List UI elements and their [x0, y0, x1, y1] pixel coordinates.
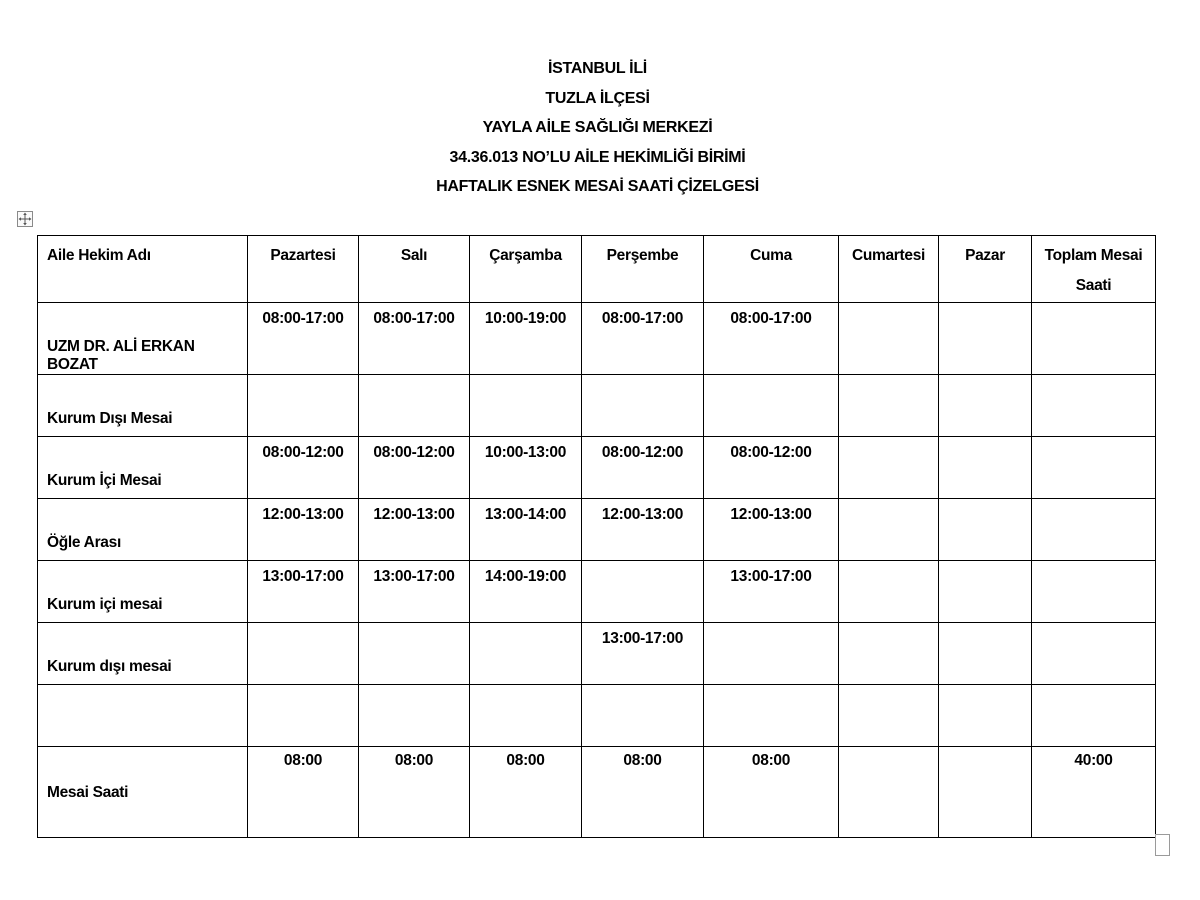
cell-thursday — [582, 685, 704, 747]
row-label: Mesai Saati — [47, 784, 129, 801]
cell-thursday — [582, 303, 704, 375]
district-title: TUZLA İLÇESİ — [545, 89, 650, 107]
cell-value — [704, 623, 838, 630]
cell-value — [839, 685, 938, 692]
cell-wednesday — [470, 685, 582, 747]
weekly-schedule-table — [37, 235, 1156, 838]
row-label: Kurum Dışı Mesai — [47, 410, 173, 427]
cell-friday — [704, 437, 839, 499]
cell-monday — [248, 685, 359, 747]
cell-monday — [248, 747, 359, 838]
cell-value: 13:00-17:00 — [262, 568, 344, 585]
cell-value: 13:00-17:00 — [730, 568, 812, 585]
cell-monday — [248, 499, 359, 561]
cell-wednesday — [470, 437, 582, 499]
table-row — [38, 499, 1156, 561]
cell-wednesday — [470, 623, 582, 685]
health-center-title: YAYLA AİLE SAĞLIĞI MERKEZİ — [482, 119, 713, 136]
cell-value — [939, 437, 1031, 444]
cell-friday — [704, 685, 839, 747]
cell-value: 12:00-13:00 — [262, 506, 344, 523]
province-title: İSTANBUL İLİ — [548, 60, 647, 77]
table-row — [38, 375, 1156, 437]
column-header-thursday: Perşembe — [582, 236, 704, 303]
cell-value — [1032, 303, 1155, 310]
cell-saturday — [839, 375, 939, 437]
cell-value — [359, 375, 469, 382]
cell-value — [359, 685, 469, 692]
cell-value — [1032, 499, 1155, 506]
cell-saturday — [839, 747, 939, 838]
cell-saturday — [839, 561, 939, 623]
row-label-cell — [38, 303, 248, 375]
cell-value — [939, 561, 1031, 568]
cell-value: 08:00-12:00 — [373, 444, 455, 461]
cell-value — [1032, 623, 1155, 630]
cell-value: 08:00 — [751, 752, 791, 769]
cell-tuesday — [359, 747, 470, 838]
cell-value: 40:00 — [1074, 752, 1113, 769]
cell-sunday — [939, 561, 1032, 623]
cell-value: 12:00-13:00 — [601, 506, 684, 523]
cell-value — [248, 375, 358, 382]
cell-total — [1032, 685, 1156, 747]
cell-thursday — [582, 437, 704, 499]
cell-value — [939, 623, 1031, 630]
cell-friday — [704, 375, 839, 437]
table-row — [38, 561, 1156, 623]
cell-value — [839, 623, 938, 630]
column-header-tuesday: Salı — [359, 236, 470, 303]
cell-value: 08:00-12:00 — [730, 444, 812, 461]
cell-total — [1032, 303, 1156, 375]
cell-value — [839, 499, 938, 506]
cell-value: 08:00-17:00 — [373, 310, 455, 327]
cell-friday — [704, 623, 839, 685]
cell-value: 08:00-17:00 — [262, 310, 344, 327]
cell-thursday — [582, 747, 704, 838]
cell-value: 14:00-19:00 — [484, 568, 567, 585]
cell-wednesday — [470, 375, 582, 437]
cell-monday — [248, 437, 359, 499]
cell-friday — [704, 561, 839, 623]
cell-value: 08:00 — [394, 752, 434, 769]
cell-tuesday — [359, 437, 470, 499]
cell-friday — [704, 303, 839, 375]
cell-value: 12:00-13:00 — [373, 506, 455, 523]
row-label-cell — [38, 623, 248, 685]
cell-value — [1032, 375, 1155, 382]
table-header-row — [38, 236, 1156, 303]
row-label-cell — [38, 437, 248, 499]
cell-value — [939, 747, 1031, 752]
cell-value — [470, 623, 581, 630]
cell-value — [1032, 561, 1155, 568]
cell-value — [939, 685, 1031, 692]
cell-monday — [248, 561, 359, 623]
cell-saturday — [839, 623, 939, 685]
row-label: Kurum içi mesai — [47, 596, 163, 613]
cell-sunday — [939, 375, 1032, 437]
cell-thursday — [582, 561, 704, 623]
cell-value: 08:00 — [506, 752, 545, 769]
cell-saturday — [839, 437, 939, 499]
table-row — [38, 437, 1156, 499]
cell-value — [839, 437, 938, 444]
cell-total — [1032, 437, 1156, 499]
cell-value — [704, 685, 838, 692]
column-header-doctor-name: Aile Hekim Adı — [38, 236, 248, 303]
cell-monday — [248, 303, 359, 375]
cell-value: 08:00-17:00 — [601, 310, 684, 327]
cell-tuesday — [359, 499, 470, 561]
cell-saturday — [839, 685, 939, 747]
cell-value — [582, 685, 703, 692]
cell-thursday — [582, 623, 704, 685]
cell-value: 08:00 — [623, 752, 662, 769]
cell-value: 13:00-17:00 — [601, 630, 684, 647]
cell-value: 10:00-13:00 — [484, 444, 567, 461]
cell-value — [839, 303, 938, 310]
cell-value — [248, 623, 358, 630]
cell-total — [1032, 561, 1156, 623]
cell-sunday — [939, 499, 1032, 561]
cell-value: 08:00-12:00 — [601, 444, 684, 461]
cell-value: 08:00-12:00 — [262, 444, 344, 461]
cell-sunday — [939, 623, 1032, 685]
cell-tuesday — [359, 303, 470, 375]
column-header-wednesday: Çarşamba — [470, 236, 582, 303]
cell-friday — [704, 499, 839, 561]
cell-value: 12:00-13:00 — [730, 506, 812, 523]
paragraph-end-icon — [1155, 834, 1170, 856]
cell-monday — [248, 375, 359, 437]
table-row — [38, 303, 1156, 375]
row-label-cell — [38, 747, 248, 838]
cell-value: 10:00-19:00 — [484, 310, 567, 327]
column-header-total-hours: Toplam Mesai Saati — [1032, 236, 1156, 303]
column-header-sunday: Pazar — [939, 236, 1032, 303]
cell-sunday — [939, 685, 1032, 747]
table-row — [38, 685, 1156, 747]
cell-value — [359, 623, 469, 630]
cell-sunday — [939, 303, 1032, 375]
cell-thursday — [582, 499, 704, 561]
cell-value — [582, 375, 703, 382]
cell-value — [839, 375, 938, 382]
cell-value — [939, 375, 1031, 382]
cell-value: 08:00-17:00 — [730, 310, 812, 327]
cell-value — [1032, 437, 1155, 444]
cell-value: 13:00-17:00 — [373, 568, 455, 585]
cell-value: 13:00-14:00 — [484, 506, 567, 523]
cell-monday — [248, 623, 359, 685]
cell-value — [939, 303, 1031, 310]
cell-value — [582, 561, 703, 568]
cell-tuesday — [359, 375, 470, 437]
cell-value — [839, 747, 938, 752]
cell-sunday — [939, 747, 1032, 838]
cell-friday — [704, 747, 839, 838]
cell-total — [1032, 747, 1156, 838]
cell-value — [470, 685, 581, 692]
row-label-cell — [38, 499, 248, 561]
cell-total — [1032, 499, 1156, 561]
cell-tuesday — [359, 623, 470, 685]
cell-wednesday — [470, 747, 582, 838]
document-header — [0, 54, 1195, 202]
cell-value — [939, 499, 1031, 506]
row-label: Kurum dışı mesai — [47, 658, 172, 675]
row-label: UZM DR. ALİ ERKAN BOZAT — [47, 338, 195, 373]
row-label: Öğle Arası — [47, 534, 121, 551]
column-header-friday: Cuma — [704, 236, 839, 303]
cell-value — [470, 375, 581, 382]
cell-value — [704, 375, 838, 382]
cell-tuesday — [359, 561, 470, 623]
cell-total — [1032, 375, 1156, 437]
row-label-cell — [38, 375, 248, 437]
cell-thursday — [582, 375, 704, 437]
cell-wednesday — [470, 561, 582, 623]
cell-tuesday — [359, 685, 470, 747]
table-row — [38, 623, 1156, 685]
row-label-cell — [38, 561, 248, 623]
table-row — [38, 747, 1156, 838]
cell-saturday — [839, 499, 939, 561]
column-header-saturday: Cumartesi — [839, 236, 939, 303]
row-label: Kurum İçi Mesai — [47, 472, 162, 489]
cell-value — [839, 561, 938, 568]
unit-title: 34.36.013 NO’LU AİLE HEKİMLİĞİ BİRİMİ — [449, 148, 746, 166]
cell-total — [1032, 623, 1156, 685]
row-label-cell — [38, 685, 248, 747]
cell-value — [1032, 685, 1155, 692]
cell-wednesday — [470, 499, 582, 561]
row-label — [38, 685, 247, 720]
cell-sunday — [939, 437, 1032, 499]
cell-wednesday — [470, 303, 582, 375]
column-header-monday: Pazartesi — [248, 236, 359, 303]
cell-value — [248, 685, 358, 692]
cell-saturday — [839, 303, 939, 375]
schedule-title: HAFTALIK ESNEK MESAİ SAATİ ÇİZELGESİ — [436, 178, 759, 195]
cell-value: 08:00 — [283, 752, 323, 769]
table-move-icon[interactable] — [17, 211, 33, 227]
